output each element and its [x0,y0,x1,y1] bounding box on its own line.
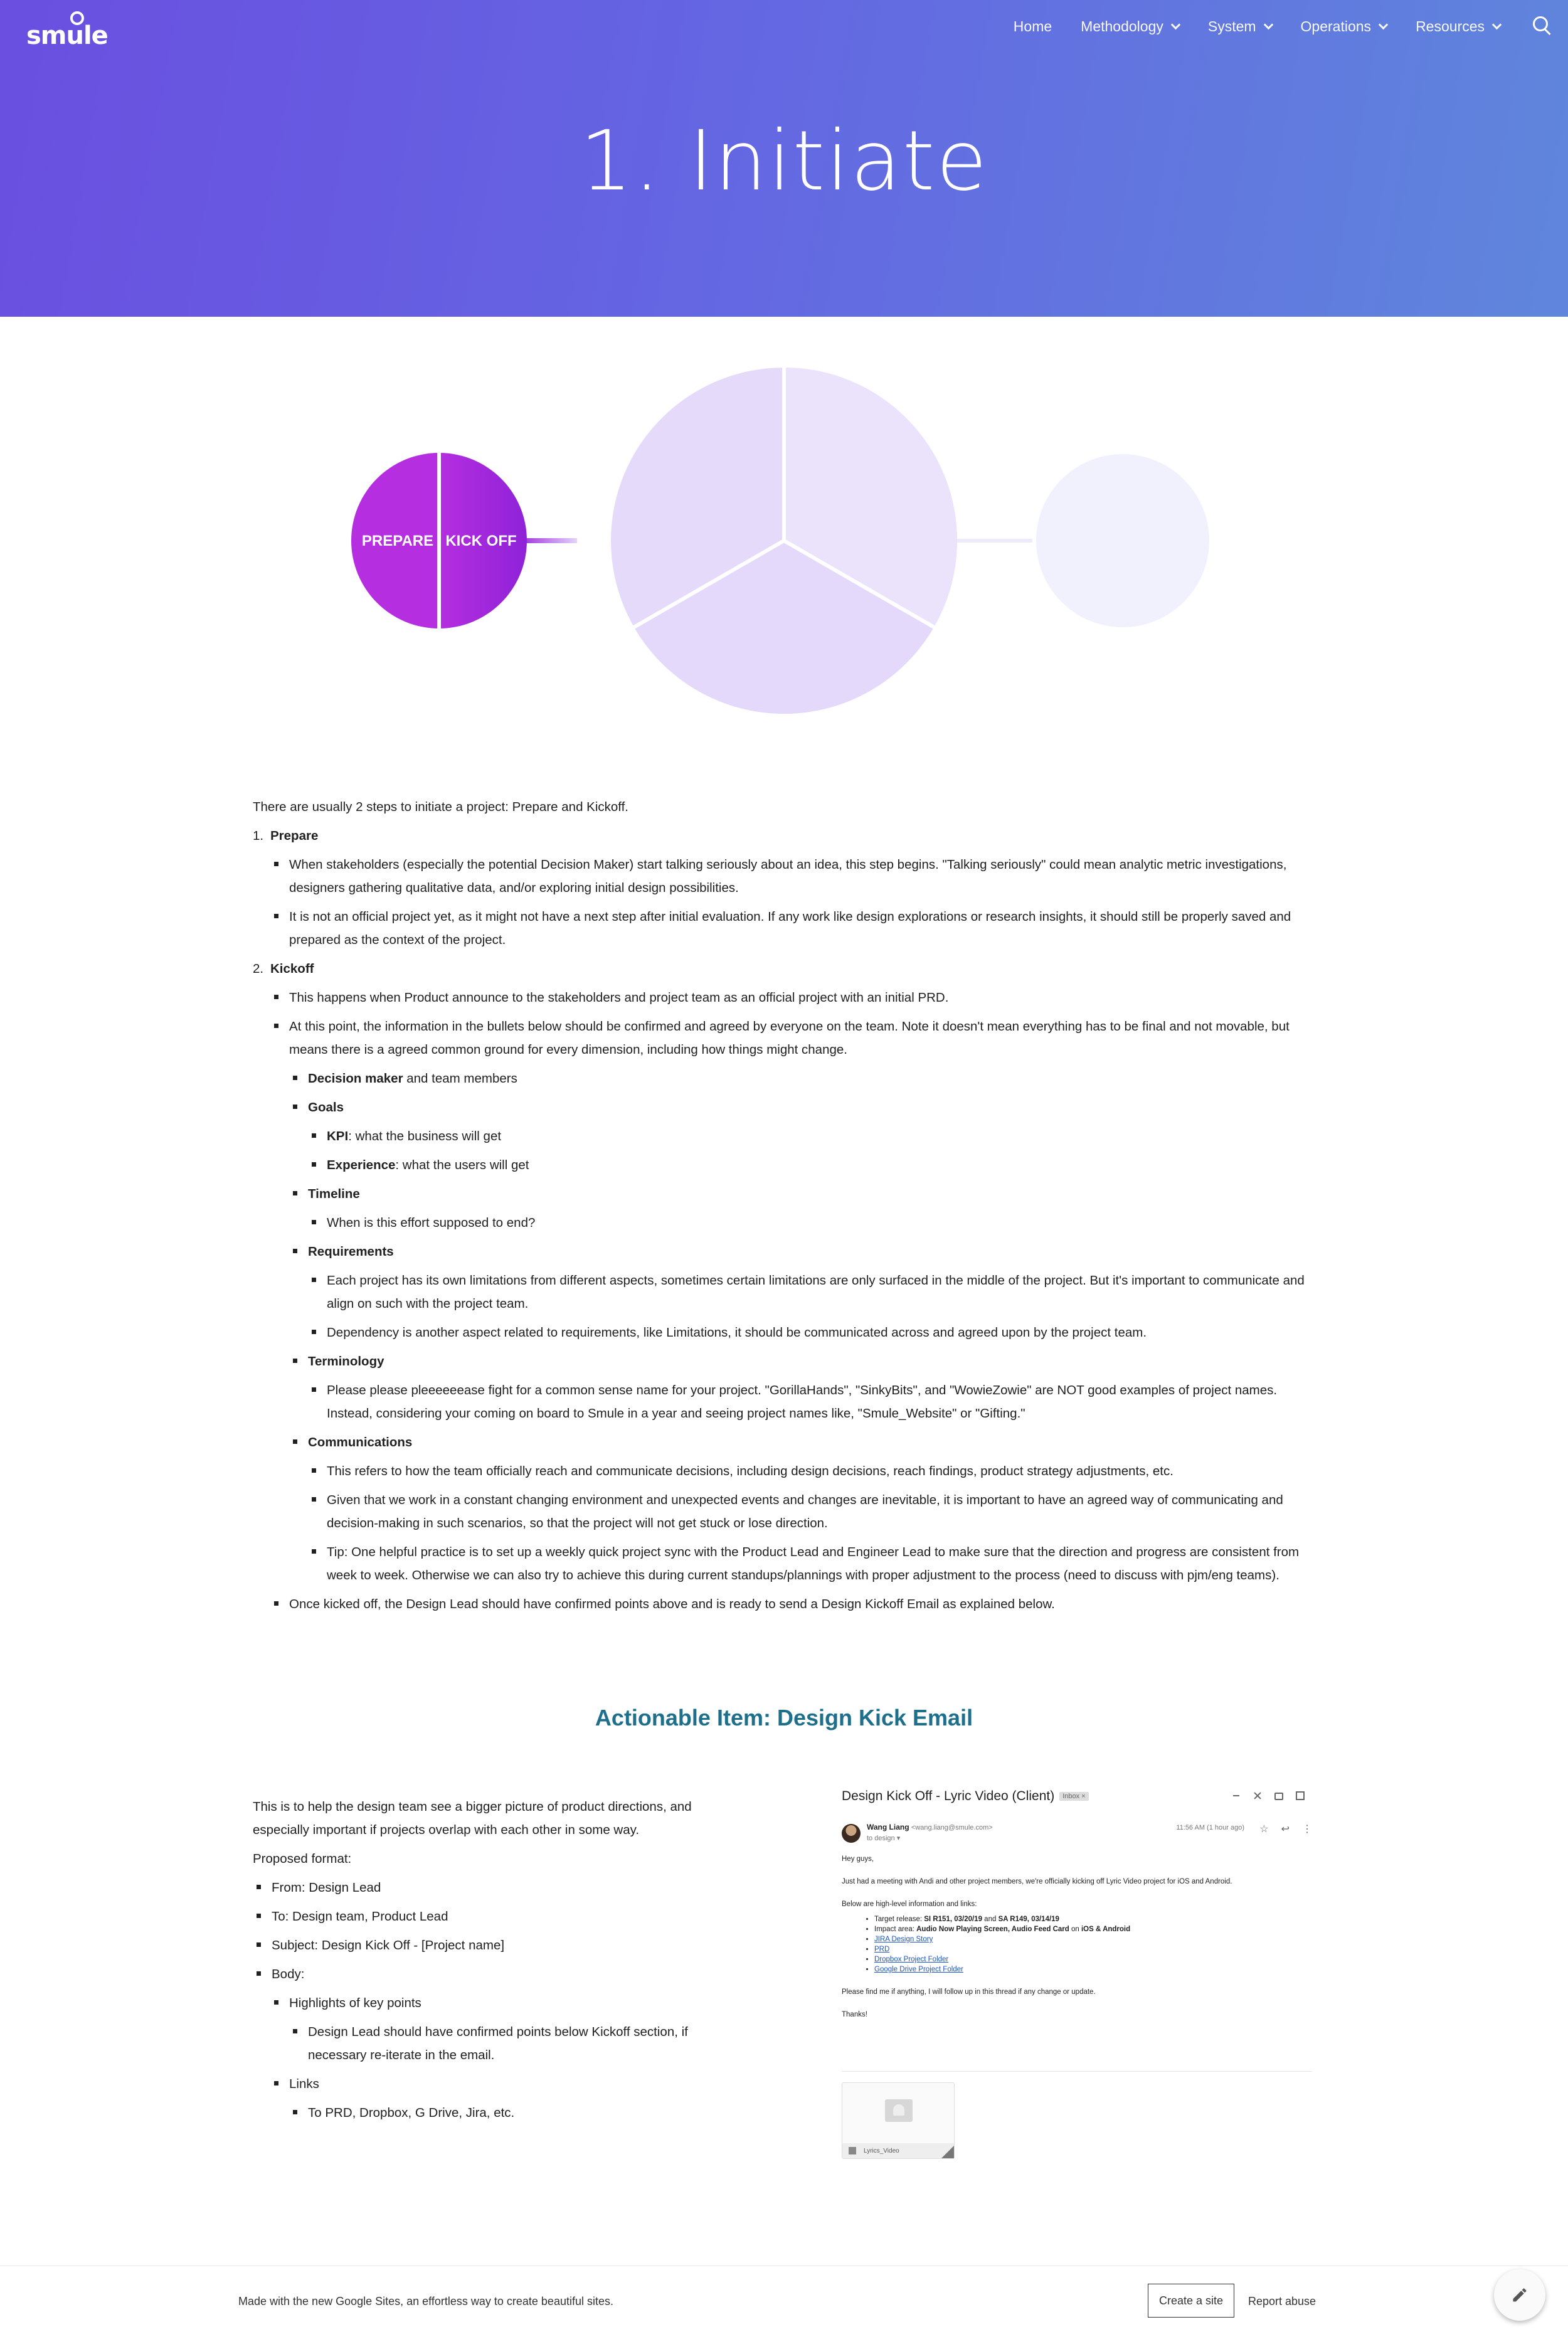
top-nav [1014,14,1568,39]
discovery-circle [611,366,957,714]
email-recipient: to design ▾ [867,1835,901,1842]
target-label: Target release: [874,1916,924,1923]
sender-avatar [842,1824,861,1843]
email-subject [842,1789,1089,1804]
list-item: Dependency is another aspect related to requirements, like Limitations, it should be communicated across and agreed upon by the project team. [308,1321,1319,1344]
back-arrow-icon [1232,1791,1241,1800]
open-in-new-icon [1296,1791,1305,1800]
email-time: 11:56 AM (1 hour ago) [1176,1824,1244,1831]
email-divider [842,2071,1312,2072]
impact-on: on [1069,1926,1081,1933]
prd-link[interactable]: PRD [874,1946,890,1953]
inbox-tag: Inbox × [1059,1792,1088,1801]
list-item [874,1934,1306,1944]
page-title: 1. Initiate [580,113,988,209]
bold-term: Requirements [308,1244,394,1259]
list-item [289,1350,1319,1373]
email-signoff: Thanks! [842,2011,867,2018]
list-item: Highlights of key points [270,1991,742,2015]
nav-methodology-label: Methodology [1081,18,1163,34]
list-item: Each project has its own limitations from different aspects, sometimes certain limitations are only surfaced in the middle of the project. But it's important to communicate and align on such with the project team. [308,1269,1319,1315]
nav-methodology[interactable] [1081,18,1179,35]
diagram-label-kickoff: KICK OFF [445,533,517,549]
dropbox-link[interactable]: Dropbox Project Folder [874,1956,949,1963]
list-item: It is not an official project yet, as it might not have a next step after initial evaluation. If any work like design explorations or research insights, it should still be properly saved and prepared as the context of the project. [270,905,1319,951]
list-item: This happens when Product announce to the stakeholders and project team as an official project with an initial PRD. [270,986,1319,1009]
bold-term: KPI [327,1129,349,1143]
email-subject-text: Design Kick Off - Lyric Video (Client) [842,1789,1055,1803]
email-greeting: Hey guys, [842,1855,874,1863]
chevron-down-icon [1263,19,1273,29]
chevron-down-icon [1379,19,1389,29]
target-sa: SA R149, 03/14/19 [998,1916,1059,1923]
connector-right [953,539,1032,543]
bold-term: Terminology [308,1354,384,1369]
nav-system-label: System [1207,18,1256,34]
target-si: SI R151, 03/20/19 [924,1916,982,1923]
list-item [874,1964,1306,1974]
initiate-content [253,795,1319,1616]
folder-person-icon [885,2099,913,2122]
email-format-description [253,1795,742,2124]
star-icon: ☆ [1259,1824,1269,1835]
bold-term: Decision maker [308,1071,403,1086]
list-item [874,1944,1306,1954]
flag-icon [849,2147,856,2154]
list-item [874,1914,1306,1924]
attachment-name: Lyrics_Video [864,2148,899,2154]
step-title: Kickoff [270,962,314,976]
list-item: When stakeholders (especially the potential Decision Maker) start talking seriously about an idea, this step begins. "Talking seriously" could mean analytic metric investigations, designers gathering qualitative data, and/or exploring initial design possibilities. [270,853,1319,899]
sender-name: Wang Liang [867,1823,909,1831]
term-desc: : what the business will get [348,1129,502,1143]
next-phase-circle [1036,454,1209,627]
connector-left [521,538,577,543]
step-title: Prepare [270,829,319,843]
list-item [289,1182,1319,1206]
list-item: This refers to how the team officially reach and communicate decisions, including design decisions, reach findings, product strategy adjustments, etc. [308,1460,1319,1483]
gdrive-link[interactable]: Google Drive Project Folder [874,1966,963,1973]
email-attachment [842,2082,955,2159]
prepare-kickoff-circle [351,452,527,630]
list-item: Design Lead should have confirmed points below Kickoff section, if necessary re-iterate in the email. [289,2020,742,2067]
email-message-actions [1259,1823,1312,1835]
email-info-list [874,1914,1306,1974]
step-kickoff [253,957,1319,980]
step-number: 2. [253,962,264,976]
sender-address: <wang.liang@smule.com> [911,1824,993,1831]
logo-ring-icon [70,11,84,25]
nav-resources-label: Resources [1416,18,1485,34]
print-icon [1274,1793,1283,1800]
pencil-icon [1511,2286,1528,2304]
impact-value: Audio Now Playing Screen, Audio Feed Card [916,1926,1069,1933]
nav-system[interactable] [1208,18,1272,35]
email-screenshot [842,1789,1318,2165]
actionable-heading: Actionable Item: Design Kick Email [595,1705,973,1730]
intro-text: There are usually 2 steps to initiate a project: Prepare and Kickoff. [253,800,629,814]
collapse-icon [1253,1791,1262,1800]
actionable-intro: This is to help the design team see a bigger picture of product directions, and especially important if projects overlap with each other in some way. [253,1799,692,1837]
list-item [289,1431,1319,1454]
email-body [842,1854,1306,2032]
chevron-down-icon [1171,19,1181,29]
list-item: Tip: One helpful practice is to set up a weekly quick project sync with the Product Lead and Engineer Lead to make sure that the direction and progress are consistent from week to week. Otherwise we can also try to achieve this during current standups/plannings with proper adjustment to the process (need to discuss with pjm/eng teams). [308,1540,1319,1587]
list-item: To: Design team, Product Lead [253,1905,742,1928]
list-item: Once kicked off, the Design Lead should have confirmed points above and is ready to send a Design Kickoff Email as explained below. [270,1592,1319,1616]
list-item: When is this effort supposed to end? [308,1211,1319,1234]
list-item: Body: [253,1963,742,1986]
step-number: 1. [253,829,264,843]
target-and: and [982,1916,999,1923]
logo-text: smule [26,21,108,50]
format-label: Proposed format: [253,1852,352,1866]
list-item: Please please pleeeeeease fight for a common sense name for your project. "GorillaHands", "SinkyBits", and "WowieZowie" are NOT good examples of project names. Instead, considering your coming on board to Smule in a year and seeing project names like, "Smule_Website" or "Gifting." [308,1379,1319,1425]
report-abuse-link[interactable]: Report abuse [1248,2295,1316,2308]
bold-term: Goals [308,1100,344,1115]
footer-text: Made with the new Google Sites, an effortless way to create beautiful sites. [238,2295,613,2308]
search-icon[interactable] [1529,14,1554,39]
bold-term: Communications [308,1435,413,1449]
initiate-process-diagram [339,358,1229,721]
nav-operations-label: Operations [1300,18,1372,34]
list-item [874,1924,1306,1934]
step-prepare [253,824,1319,847]
email-line: Please find me if anything, I will follow up in this thread if any change or update. [842,1988,1096,1996]
list-item: At this point, the information in the bullets below should be confirmed and agreed by everyone on the team. Note it doesn't mean everything has to be final and not movable, but means there is a agreed common ground for every dimension, including how things might change. [270,1015,1319,1061]
page-fold-icon [941,2146,954,2158]
list-item [874,1954,1306,1964]
list-item: From: Design Lead [253,1876,742,1899]
site-footer [0,2265,1568,2337]
list-item: Links [270,2072,742,2096]
reply-icon: ↩ [1281,1824,1290,1835]
jira-link[interactable]: JIRA Design Story [874,1936,933,1943]
nav-operations[interactable] [1301,18,1387,35]
page-header [0,0,1568,317]
impact-platforms: iOS & Android [1081,1926,1131,1933]
edit-button[interactable] [1494,2269,1545,2321]
list-item [308,1125,1319,1148]
list-item [289,1096,1319,1119]
email-line: Just had a meeting with Andi and other project members, we're officially kicking off Lyric Video project for iOS and Android. [842,1878,1232,1885]
bold-term: Experience [327,1158,396,1172]
smule-logo[interactable] [26,10,108,50]
term-desc: : what the users will get [395,1158,529,1172]
more-icon: ⋮ [1302,1824,1312,1835]
impact-label: Impact area: [874,1926,917,1933]
chevron-down-icon [1492,19,1502,29]
list-item: To PRD, Dropbox, G Drive, Jira, etc. [289,2101,742,2124]
list-item [289,1067,1319,1090]
nav-home[interactable] [1014,18,1052,35]
list-item: Given that we work in a constant changing environment and unexpected events and changes are inevitable, it is important to have an agreed way of communicating and decision-making in such scenarios, so that the project will not get stuck or lose direction. [308,1488,1319,1535]
email-toolbar [1232,1791,1305,1800]
create-site-button[interactable]: Create a site [1148,2284,1234,2318]
nav-resources[interactable] [1416,18,1500,35]
list-item [289,1240,1319,1263]
list-item: Subject: Design Kick Off - [Project name] [253,1934,742,1957]
term-desc: and team members [403,1071,517,1086]
email-line: Below are high-level information and links: [842,1900,977,1908]
diagram-label-prepare: PREPARE [361,533,434,549]
nav-home-label: Home [1013,18,1052,34]
list-item [308,1153,1319,1177]
email-sender [867,1823,993,1831]
bold-term: Timeline [308,1187,360,1201]
